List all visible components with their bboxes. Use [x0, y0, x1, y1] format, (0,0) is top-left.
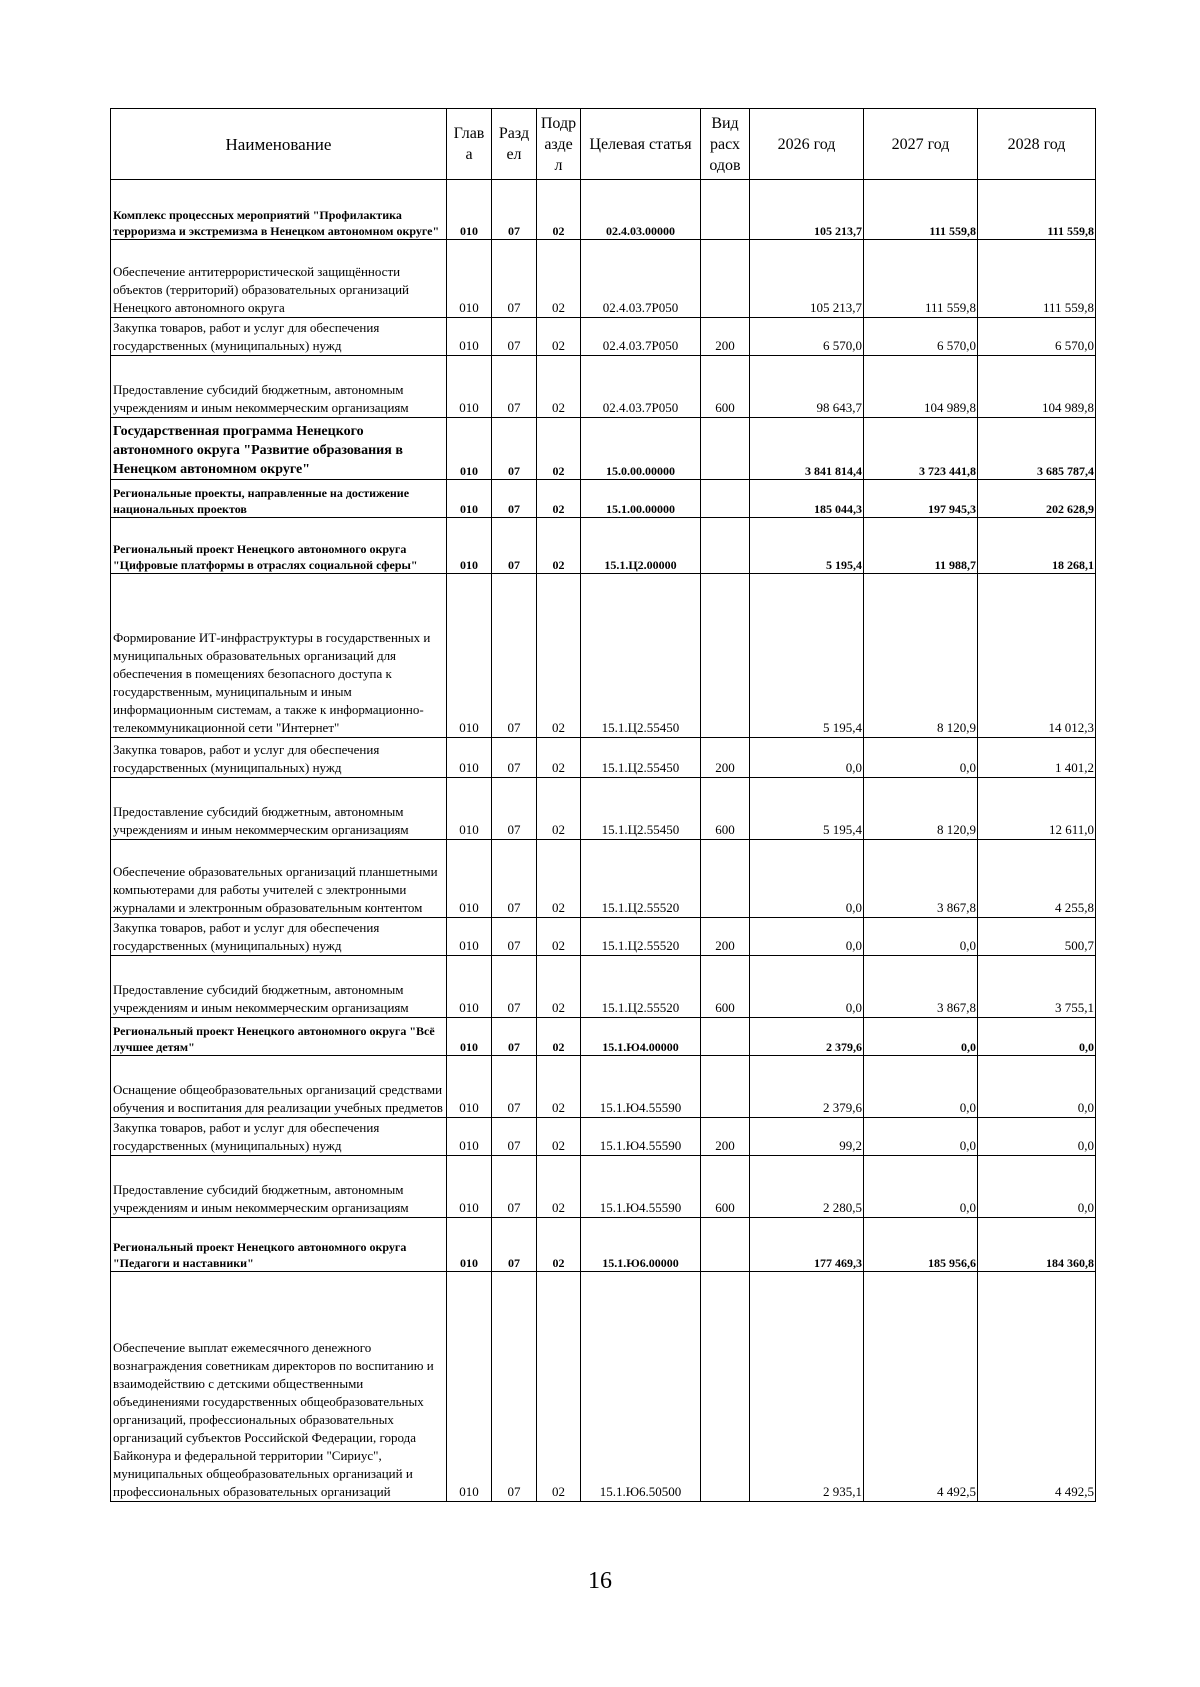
- table-row: [111, 778, 1096, 840]
- row-name: Формирование ИТ-инфраструктуры в государственных и муниципальных образовательных организаций для обеспечения в помещениях безопасного доступа к государственным, муниципальным и иным информационным системам, а также к информационно-телекоммуникационной сети "Интернет": [111, 574, 447, 738]
- row-razdel: 07: [492, 240, 537, 318]
- header-name: Наименование: [111, 109, 447, 180]
- row-podrazdel: 02: [537, 918, 581, 956]
- table-row: [111, 480, 1096, 518]
- table-row: [111, 318, 1096, 356]
- row-2027: 111 559,8: [864, 240, 978, 318]
- row-glava: 010: [447, 318, 492, 356]
- row-2026: 3 841 814,4: [750, 418, 864, 480]
- header-celevaya: Целевая статья: [581, 109, 701, 180]
- table-row: [111, 180, 1096, 240]
- table-row: [111, 418, 1096, 480]
- row-name: Закупка товаров, работ и услуг для обеспечения государственных (муниципальных) нужд: [111, 1118, 447, 1156]
- row-vid: 600: [701, 356, 750, 418]
- row-vid: [701, 518, 750, 574]
- budget-table: [110, 108, 1096, 1502]
- row-celevaya: 15.1.Ю4.00000: [581, 1018, 701, 1056]
- row-vid: 600: [701, 778, 750, 840]
- row-name: Региональный проект Ненецкого автономного округа "Всё лучшее детям": [111, 1018, 447, 1056]
- row-2026: 99,2: [750, 1118, 864, 1156]
- row-razdel: 07: [492, 1156, 537, 1218]
- row-2028: 3 755,1: [978, 956, 1096, 1018]
- row-celevaya: 15.1.Ц2.00000: [581, 518, 701, 574]
- row-2028: 184 360,8: [978, 1218, 1096, 1272]
- row-celevaya: 15.1.Ц2.55450: [581, 738, 701, 778]
- row-2026: 98 643,7: [750, 356, 864, 418]
- table-row: [111, 738, 1096, 778]
- row-celevaya: 15.1.Ю6.50500: [581, 1272, 701, 1502]
- row-2027: 197 945,3: [864, 480, 978, 518]
- row-2027: 185 956,6: [864, 1218, 978, 1272]
- row-name: Предоставление субсидий бюджетным, автономным учреждениям и иным некоммерческим организациям: [111, 778, 447, 840]
- table-row: [111, 1272, 1096, 1502]
- row-glava: 010: [447, 480, 492, 518]
- row-podrazdel: 02: [537, 240, 581, 318]
- row-2026: 105 213,7: [750, 180, 864, 240]
- row-name: Закупка товаров, работ и услуг для обеспечения государственных (муниципальных) нужд: [111, 918, 447, 956]
- row-2028: 1 401,2: [978, 738, 1096, 778]
- table-row: [111, 1056, 1096, 1118]
- row-glava: 010: [447, 180, 492, 240]
- row-celevaya: 02.4.03.7Р050: [581, 356, 701, 418]
- row-celevaya: 15.1.Ц2.55450: [581, 778, 701, 840]
- row-glava: 010: [447, 918, 492, 956]
- table-row: [111, 240, 1096, 318]
- row-podrazdel: 02: [537, 180, 581, 240]
- row-glava: 010: [447, 738, 492, 778]
- row-glava: 010: [447, 240, 492, 318]
- row-glava: 010: [447, 778, 492, 840]
- row-vid: 600: [701, 1156, 750, 1218]
- row-2028: 0,0: [978, 1018, 1096, 1056]
- row-name: Региональный проект Ненецкого автономного округа "Педагоги и наставники": [111, 1218, 447, 1272]
- row-vid: [701, 240, 750, 318]
- row-2026: 177 469,3: [750, 1218, 864, 1272]
- row-2028: 104 989,8: [978, 356, 1096, 418]
- row-glava: 010: [447, 1056, 492, 1118]
- row-razdel: 07: [492, 778, 537, 840]
- row-celevaya: 15.1.Ц2.55520: [581, 840, 701, 918]
- row-razdel: 07: [492, 1018, 537, 1056]
- row-glava: 010: [447, 1272, 492, 1502]
- row-podrazdel: 02: [537, 738, 581, 778]
- row-glava: 010: [447, 1218, 492, 1272]
- row-2028: 12 611,0: [978, 778, 1096, 840]
- row-2027: 0,0: [864, 1056, 978, 1118]
- table-row: [111, 1218, 1096, 1272]
- row-2028: 202 628,9: [978, 480, 1096, 518]
- row-podrazdel: 02: [537, 1272, 581, 1502]
- row-celevaya: 02.4.03.7Р050: [581, 318, 701, 356]
- row-glava: 010: [447, 840, 492, 918]
- row-name: Региональные проекты, направленные на достижение национальных проектов: [111, 480, 447, 518]
- row-celevaya: 15.0.00.00000: [581, 418, 701, 480]
- row-name: Предоставление субсидий бюджетным, автономным учреждениям и иным некоммерческим организациям: [111, 956, 447, 1018]
- row-celevaya: 02.4.03.7Р050: [581, 240, 701, 318]
- header-2028: 2028 год: [978, 109, 1096, 180]
- row-name: Закупка товаров, работ и услуг для обеспечения государственных (муниципальных) нужд: [111, 738, 447, 778]
- row-name: Государственная программа Ненецкого автономного округа "Развитие образования в Ненецком автономном округе": [111, 418, 447, 480]
- row-celevaya: 15.1.Ц2.55520: [581, 956, 701, 1018]
- row-celevaya: 02.4.03.00000: [581, 180, 701, 240]
- row-2027: 104 989,8: [864, 356, 978, 418]
- row-razdel: 07: [492, 1118, 537, 1156]
- row-2026: 2 280,5: [750, 1156, 864, 1218]
- row-2026: 0,0: [750, 956, 864, 1018]
- row-glava: 010: [447, 956, 492, 1018]
- row-2026: 0,0: [750, 840, 864, 918]
- row-2026: 105 213,7: [750, 240, 864, 318]
- row-vid: [701, 1272, 750, 1502]
- row-2026: 6 570,0: [750, 318, 864, 356]
- row-podrazdel: 02: [537, 1118, 581, 1156]
- row-celevaya: 15.1.Ю6.00000: [581, 1218, 701, 1272]
- row-name: Оснащение общеобразовательных организаций средствами обучения и воспитания для реализации учебных предметов: [111, 1056, 447, 1118]
- table-body: [111, 180, 1096, 1502]
- row-razdel: 07: [492, 1218, 537, 1272]
- row-celevaya: 15.1.Ц2.55450: [581, 574, 701, 738]
- row-glava: 010: [447, 1018, 492, 1056]
- row-vid: [701, 1018, 750, 1056]
- row-vid: 200: [701, 918, 750, 956]
- row-2026: 0,0: [750, 918, 864, 956]
- row-2027: 4 492,5: [864, 1272, 978, 1502]
- table-row: [111, 918, 1096, 956]
- row-podrazdel: 02: [537, 574, 581, 738]
- row-podrazdel: 02: [537, 356, 581, 418]
- row-podrazdel: 02: [537, 1056, 581, 1118]
- row-2027: 0,0: [864, 918, 978, 956]
- row-vid: [701, 480, 750, 518]
- row-name: Предоставление субсидий бюджетным, автономным учреждениям и иным некоммерческим организациям: [111, 1156, 447, 1218]
- row-glava: 010: [447, 574, 492, 738]
- row-vid: 200: [701, 1118, 750, 1156]
- row-name: Комплекс процессных мероприятий "Профилактика терроризма и экстремизма в Ненецком автономном округе": [111, 180, 447, 240]
- row-2026: 5 195,4: [750, 778, 864, 840]
- row-razdel: 07: [492, 1272, 537, 1502]
- row-podrazdel: 02: [537, 778, 581, 840]
- row-celevaya: 15.1.Ц2.55520: [581, 918, 701, 956]
- row-glava: 010: [447, 1156, 492, 1218]
- header-glava: Глав а: [447, 109, 492, 180]
- row-2027: 11 988,7: [864, 518, 978, 574]
- row-podrazdel: 02: [537, 518, 581, 574]
- row-vid: [701, 574, 750, 738]
- row-podrazdel: 02: [537, 1156, 581, 1218]
- row-2028: 18 268,1: [978, 518, 1096, 574]
- header-podrazdel: Подр азде л: [537, 109, 581, 180]
- row-2028: 111 559,8: [978, 240, 1096, 318]
- row-2027: 0,0: [864, 1018, 978, 1056]
- row-razdel: 07: [492, 480, 537, 518]
- row-name: Закупка товаров, работ и услуг для обеспечения государственных (муниципальных) нужд: [111, 318, 447, 356]
- row-2027: 6 570,0: [864, 318, 978, 356]
- row-glava: 010: [447, 418, 492, 480]
- row-2028: 4 492,5: [978, 1272, 1096, 1502]
- row-2026: 185 044,3: [750, 480, 864, 518]
- row-podrazdel: 02: [537, 1018, 581, 1056]
- row-2026: 5 195,4: [750, 574, 864, 738]
- table-row: [111, 518, 1096, 574]
- row-razdel: 07: [492, 318, 537, 356]
- row-vid: 200: [701, 738, 750, 778]
- row-razdel: 07: [492, 918, 537, 956]
- row-podrazdel: 02: [537, 840, 581, 918]
- row-razdel: 07: [492, 180, 537, 240]
- row-name: Обеспечение антитеррористической защищённости объектов (территорий) образовательных организаций Ненецкого автономного округа: [111, 240, 447, 318]
- row-razdel: 07: [492, 840, 537, 918]
- row-glava: 010: [447, 356, 492, 418]
- header-2027: 2027 год: [864, 109, 978, 180]
- row-razdel: 07: [492, 956, 537, 1018]
- row-celevaya: 15.1.Ю4.55590: [581, 1118, 701, 1156]
- row-2028: 6 570,0: [978, 318, 1096, 356]
- page-number: 16: [588, 1568, 612, 1594]
- table-row: [111, 356, 1096, 418]
- row-vid: [701, 1056, 750, 1118]
- row-vid: [701, 840, 750, 918]
- row-2027: 3 867,8: [864, 840, 978, 918]
- row-razdel: 07: [492, 518, 537, 574]
- row-glava: 010: [447, 1118, 492, 1156]
- table-row: [111, 1018, 1096, 1056]
- table-row: [111, 956, 1096, 1018]
- row-2028: 0,0: [978, 1156, 1096, 1218]
- row-2026: 5 195,4: [750, 518, 864, 574]
- row-2027: 3 723 441,8: [864, 418, 978, 480]
- row-podrazdel: 02: [537, 1218, 581, 1272]
- header-2026: 2026 год: [750, 109, 864, 180]
- row-2028: 0,0: [978, 1118, 1096, 1156]
- row-name: Обеспечение образовательных организаций планшетными компьютерами для работы учителей с электронными журналами и электронным образовательным контентом: [111, 840, 447, 918]
- row-name: Обеспечение выплат ежемесячного денежного вознаграждения советникам директоров по воспитанию и взаимодействию с детскими общественными объединениями государственных общеобразовательных организаций, профессиональных образовательных организаций субъектов Российской Федерации, города Байконура и федеральной территории "Сириус", муниципальных общеобразовательных организаций и профессиональных образовательных организаций: [111, 1272, 447, 1502]
- row-2027: 111 559,8: [864, 180, 978, 240]
- row-vid: [701, 418, 750, 480]
- row-2028: 0,0: [978, 1056, 1096, 1118]
- row-razdel: 07: [492, 356, 537, 418]
- row-2027: 0,0: [864, 1156, 978, 1218]
- header-razdel: Разд ел: [492, 109, 537, 180]
- row-2026: 2 379,6: [750, 1056, 864, 1118]
- row-glava: 010: [447, 518, 492, 574]
- row-2028: 4 255,8: [978, 840, 1096, 918]
- row-2028: 3 685 787,4: [978, 418, 1096, 480]
- row-2027: 8 120,9: [864, 778, 978, 840]
- row-razdel: 07: [492, 418, 537, 480]
- table-row: [111, 1118, 1096, 1156]
- row-2028: 111 559,8: [978, 180, 1096, 240]
- table-row: [111, 1156, 1096, 1218]
- row-podrazdel: 02: [537, 418, 581, 480]
- row-razdel: 07: [492, 574, 537, 738]
- row-vid: [701, 1218, 750, 1272]
- row-vid: [701, 180, 750, 240]
- row-podrazdel: 02: [537, 956, 581, 1018]
- row-celevaya: 15.1.00.00000: [581, 480, 701, 518]
- row-podrazdel: 02: [537, 318, 581, 356]
- header-vid: Вид расх одов: [701, 109, 750, 180]
- row-razdel: 07: [492, 738, 537, 778]
- table-row: [111, 574, 1096, 738]
- row-podrazdel: 02: [537, 480, 581, 518]
- row-name: Региональный проект Ненецкого автономного округа "Цифровые платформы в отраслях социальной сферы": [111, 518, 447, 574]
- row-2027: 0,0: [864, 1118, 978, 1156]
- row-2027: 8 120,9: [864, 574, 978, 738]
- row-vid: 200: [701, 318, 750, 356]
- row-celevaya: 15.1.Ю4.55590: [581, 1156, 701, 1218]
- row-2026: 0,0: [750, 738, 864, 778]
- row-celevaya: 15.1.Ю4.55590: [581, 1056, 701, 1118]
- row-2026: 2 935,1: [750, 1272, 864, 1502]
- row-vid: 600: [701, 956, 750, 1018]
- row-2028: 500,7: [978, 918, 1096, 956]
- row-2026: 2 379,6: [750, 1018, 864, 1056]
- row-2027: 3 867,8: [864, 956, 978, 1018]
- table-header-row: [111, 109, 1096, 180]
- table-row: [111, 840, 1096, 918]
- row-2027: 0,0: [864, 738, 978, 778]
- row-2028: 14 012,3: [978, 574, 1096, 738]
- row-name: Предоставление субсидий бюджетным, автономным учреждениям и иным некоммерческим организациям: [111, 356, 447, 418]
- row-razdel: 07: [492, 1056, 537, 1118]
